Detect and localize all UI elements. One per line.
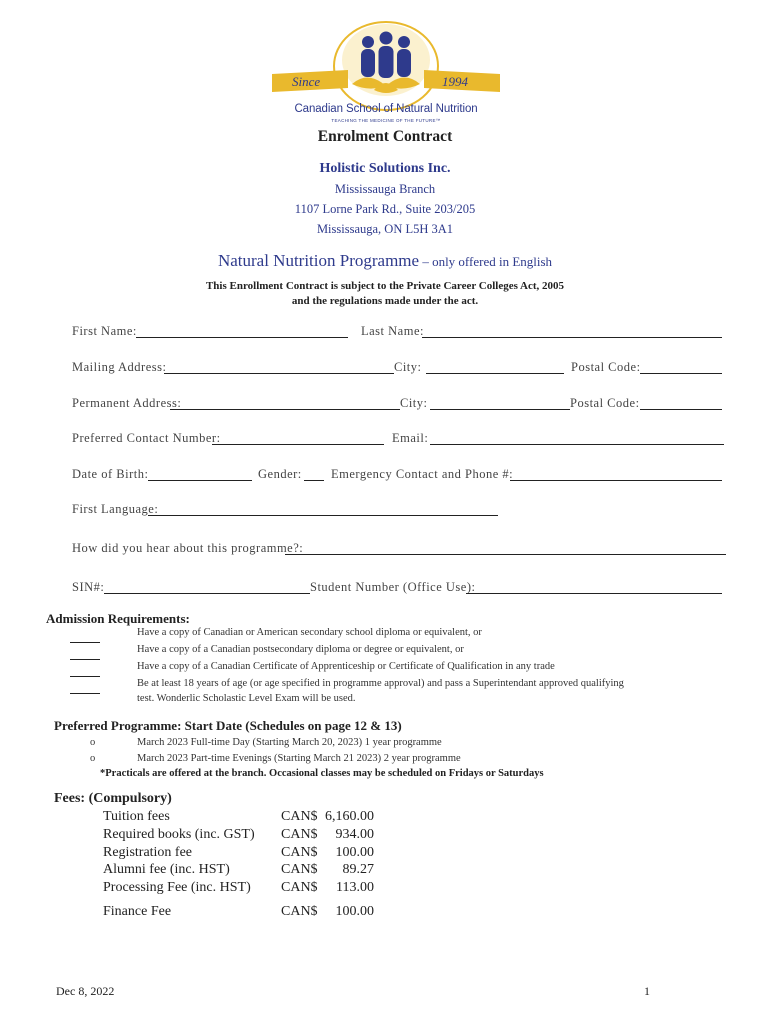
preferred-heading: Preferred Programme: Start Date (Schedules on page 12 & 13)	[54, 718, 402, 733]
fee-amount: 934.00	[335, 827, 374, 842]
dob-field[interactable]	[148, 480, 252, 481]
company-name: Holistic Solutions Inc.	[319, 161, 451, 176]
mailing-address-label: Mailing Address:	[72, 360, 167, 374]
fee-currency: CAN$	[281, 862, 318, 877]
address-line-1: 1107 Lorne Park Rd., Suite 203/205	[294, 202, 476, 216]
fee-amount: 100.00	[335, 904, 374, 919]
admission-heading: Admission Requirements:	[46, 611, 190, 626]
fee-label: Required books (inc. GST)	[103, 827, 255, 842]
address-line-2: Mississauga, ON L5H 3A1	[316, 222, 454, 236]
emergency-contact-label: Emergency Contact and Phone #:	[331, 467, 514, 481]
sin-label: SIN#:	[72, 580, 105, 594]
admission-check-1[interactable]	[70, 642, 100, 643]
admission-check-3[interactable]	[70, 676, 100, 677]
fee-currency: CAN$	[281, 845, 318, 860]
document-title: Enrolment Contract	[317, 128, 453, 145]
option-2: March 2023 Part-time Evenings (Starting March 21 2023) 2 year programme	[137, 753, 461, 764]
fee-label: Tuition fees	[103, 809, 170, 824]
branch-name: Mississauga Branch	[334, 182, 436, 196]
fee-currency: CAN$	[281, 880, 318, 895]
first-name-field[interactable]	[136, 337, 348, 338]
fee-currency: CAN$	[281, 827, 318, 842]
option-bullet-1[interactable]: o	[90, 737, 96, 748]
admission-item-3: Have a copy of a Canadian Certificate of Apprenticeship or Certificate of Qualification in any trade	[137, 661, 555, 672]
fee-amount: 100.00	[335, 845, 374, 860]
hear-about-field[interactable]	[285, 554, 726, 555]
preferred-contact-field[interactable]	[212, 444, 384, 445]
fees-heading: Fees: (Compulsory)	[54, 791, 172, 806]
permanent-address-label: Permanent Address:	[72, 396, 182, 410]
student-number-field[interactable]	[466, 593, 722, 594]
permanent-city-label: City:	[400, 396, 428, 410]
admission-check-4[interactable]	[70, 693, 100, 694]
last-name-field[interactable]	[422, 337, 722, 338]
option-1: March 2023 Full-time Day (Starting March 20, 2023) 1 year programme	[137, 737, 442, 748]
sin-field[interactable]	[104, 593, 310, 594]
programme-title: Natural Nutrition Programme – only offered in English	[217, 251, 553, 270]
permanent-postal-label: Postal Code:	[570, 396, 640, 410]
option-bullet-2[interactable]: o	[90, 753, 96, 764]
logo-tagline: TEACHING THE MEDICINE OF THE FUTURE™	[331, 118, 441, 123]
permanent-address-field[interactable]	[170, 409, 400, 410]
fee-label: Finance Fee	[103, 904, 172, 919]
email-label: Email:	[392, 431, 429, 445]
hear-about-label: How did you hear about this programme?:	[72, 541, 304, 555]
permanent-postal-field[interactable]	[640, 409, 722, 410]
practicals-note: *Practicals are offered at the branch. Occasional classes may be scheduled on Fridays or Saturdays	[100, 768, 544, 779]
programme-note: – only offered in English	[419, 254, 553, 269]
page-number: 1	[644, 984, 650, 998]
fee-currency: CAN$	[281, 809, 318, 824]
fee-amount: 113.00	[336, 880, 374, 895]
first-language-field[interactable]	[148, 515, 498, 516]
emergency-contact-field[interactable]	[510, 480, 722, 481]
fee-label: Processing Fee (inc. HST)	[103, 880, 251, 895]
logo-school-name: Canadian School of Natural Nutrition	[294, 103, 478, 115]
admission-item-4-cont: test. Wonderlic Scholastic Level Exam will be used.	[137, 693, 356, 704]
gender-field[interactable]	[304, 480, 324, 481]
email-field[interactable]	[430, 444, 724, 445]
logo-since-text: Since	[292, 74, 321, 89]
mailing-city-field[interactable]	[426, 373, 564, 374]
admission-check-2[interactable]	[70, 659, 100, 660]
footer-date: Dec 8, 2022	[56, 984, 115, 998]
fee-amount: 6,160.00	[325, 809, 374, 824]
student-number-label: Student Number (Office Use):	[310, 580, 476, 594]
mailing-postal-label: Postal Code:	[571, 360, 641, 374]
first-language-label: First Language:	[72, 502, 159, 516]
subject-line-2: and the regulations made under the act.	[291, 295, 479, 307]
admission-item-2: Have a copy of a Canadian postsecondary diploma or degree or equivalent, or	[137, 644, 464, 655]
mailing-city-label: City:	[394, 360, 422, 374]
fee-currency: CAN$	[281, 904, 318, 919]
subject-line-1: This Enrollment Contract is subject to the Private Career Colleges Act, 2005	[205, 280, 565, 292]
dob-label: Date of Birth:	[72, 467, 149, 481]
logo-year-text: 1994	[442, 74, 468, 89]
fee-label: Registration fee	[103, 845, 193, 860]
preferred-contact-label: Preferred Contact Number:	[72, 431, 221, 445]
fee-amount: 89.27	[342, 862, 374, 877]
admission-item-4: Be at least 18 years of age (or age specified in programme approval) and pass a Superintendant approved qualifying	[137, 678, 624, 689]
permanent-city-field[interactable]	[430, 409, 570, 410]
fee-label: Alumni fee (inc. HST)	[103, 862, 230, 877]
gender-label: Gender:	[258, 467, 302, 481]
first-name-label: First Name:	[72, 324, 137, 338]
last-name-label: Last Name:	[361, 324, 424, 338]
mailing-postal-field[interactable]	[640, 373, 722, 374]
admission-item-1: Have a copy of Canadian or American secondary school diploma or equivalent, or	[137, 627, 482, 638]
mailing-address-field[interactable]	[164, 373, 394, 374]
